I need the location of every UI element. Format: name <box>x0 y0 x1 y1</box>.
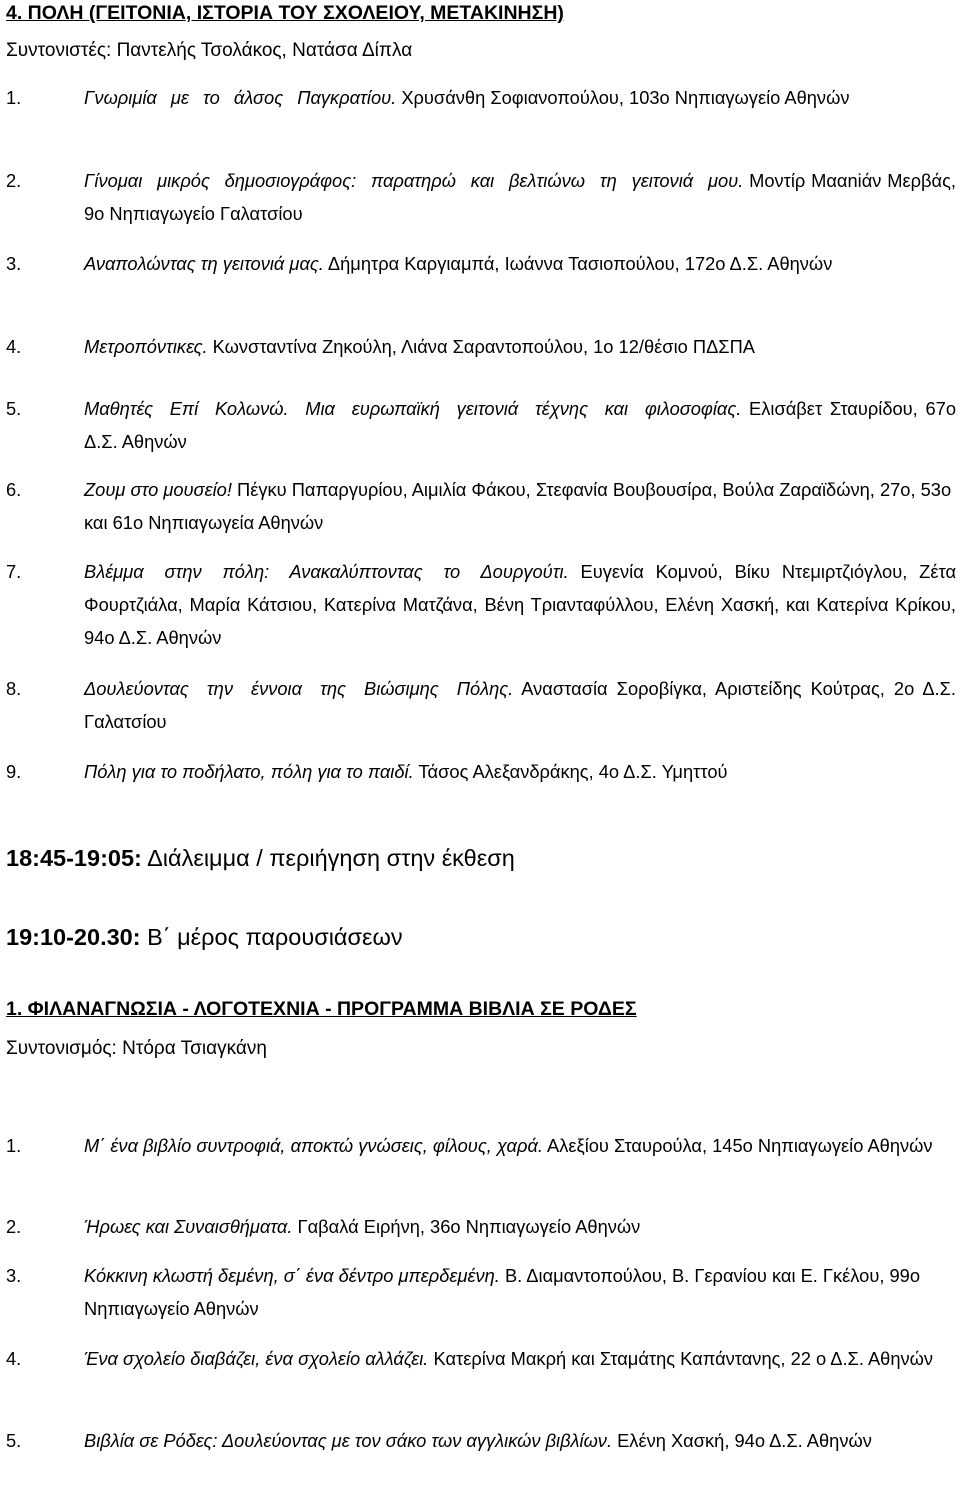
item-text <box>84 755 956 788</box>
item-title: Ήρωες και Συναισθήματα. <box>84 1216 293 1237</box>
list-item <box>6 555 956 654</box>
break-time-line <box>6 845 954 872</box>
coordinators-line: Συντονιστές: Παντελής Τσολάκος, Νατάσα Δίπλα <box>6 40 413 61</box>
item-text <box>84 247 956 280</box>
item-author: Κωνσταντίνα Ζηκούλη, Λιάνα Σαραντοπούλου, 1ο 12/θέσιο ΠΔΣΠΑ <box>207 336 755 357</box>
item-text <box>84 330 956 363</box>
item-title: Μ΄ ένα βιβλίο συντροφιά, αποκτώ γνώσεις, φίλους, χαρά. <box>84 1135 543 1156</box>
part2-time: 19:10-20.30: <box>6 924 141 950</box>
list-item <box>6 247 956 280</box>
list-item <box>6 330 956 363</box>
section-heading: 4. ΠΟΛΗ (ΓΕΙΤΟΝΙΑ, ΙΣΤΟΡΙΑ ΤΟΥ ΣΧΟΛΕΙΟΥ, ΜΕΤΑΚΙΝΗΣΗ) <box>6 2 564 24</box>
part2-label: Β΄ μέρος παρουσιάσεων <box>140 924 403 950</box>
list-item <box>6 1129 956 1162</box>
item-author: Αλεξίου Σταυρούλα, 145ο Νηπιαγωγείο Αθηνών <box>542 1135 933 1156</box>
coordination-line: Συντονισμός: Ντόρα Τσιαγκάνη <box>6 1038 267 1059</box>
item-title: Γνωριμία με το άλσος Παγκρατίου. <box>84 87 397 108</box>
item-number: 2. <box>6 1216 22 1237</box>
item-author: Αναστασία Σοροβίγκα, Αριστείδης Κούτρας, 2ο Δ.Σ. Γαλατσίου <box>84 678 956 732</box>
item-text <box>84 1342 956 1375</box>
item-author: Γαβαλά Ειρήνη, 36ο Νηπιαγωγείο Αθηνών <box>292 1216 641 1237</box>
item-number: 4. <box>6 336 22 357</box>
item-text <box>84 164 956 230</box>
item-author: Β. Διαμαντοπούλου, Β. Γερανίου και Ε. Γκέλου, 99ο Νηπιαγωγείο Αθηνών <box>84 1265 920 1319</box>
item-author: Πέγκυ Παπαργυρίου, Αιμιλία Φάκου, Στεφανία Βουβουσίρα, Βούλα Ζαραϊδώνη, 27ο, 53ο και 61ο Νηπιαγωγεία Αθηνών <box>84 479 952 533</box>
list-item <box>6 1342 956 1375</box>
item-title: Γίνομαι μικρός δημοσιογράφος: παρατηρώ και βελτιώνω τη γειτονιά μου. <box>84 170 744 191</box>
item-author: Ευγενία Κομνού, Βίκυ Ντεμιρτζιόγλου, Ζέτα Φουρτζιάλα, Μαρία Κάτσιου, Κατερίνα Ματζάνα, Βένη Τριανταφύλλου, Ελένη Χασκή, και Κατερίνα Κρίκου, 94ο Δ.Σ. Αθηνών <box>84 561 957 648</box>
item-title: Βλέμμα στην πόλη: Ανακαλύπτοντας το Δουργούτι. <box>84 561 569 582</box>
break-label: Διάλειμμα / περιήγηση στην έκθεση <box>141 845 515 871</box>
part2-time-line <box>6 924 954 951</box>
break-time: 18:45-19:05: <box>6 845 142 871</box>
item-author: Ελένη Χασκή, 94ο Δ.Σ. Αθηνών <box>612 1430 872 1451</box>
item-text <box>84 1424 956 1457</box>
item-text <box>84 555 956 654</box>
item-title: Μετροπόντικες. <box>84 336 208 357</box>
item-number: 1. <box>6 87 22 108</box>
item-title: Ένα σχολείο διαβάζει, ένα σχολείο αλλάζει. <box>84 1348 429 1369</box>
item-text <box>84 672 956 738</box>
item-author: Τάσος Αλεξανδράκης, 4ο Δ.Σ. Υμηττού <box>413 761 728 782</box>
item-title: Αναπολώντας τη γειτονιά μας. <box>84 253 324 274</box>
item-number: 5. <box>6 398 22 419</box>
item-title: Δουλεύοντας την έννοια της Βιώσιμης Πόλης. <box>84 678 514 699</box>
section-heading: 1. ΦΙΛΑΝΑΓΝΩΣΙΑ - ΛΟΓΟΤΕΧΝΙΑ - ΠΡΟΓΡΑΜΜΑ ΒΙΒΛΙΑ ΣΕ ΡΟΔΕΣ <box>6 998 637 1020</box>
item-number: 2. <box>6 170 22 191</box>
item-text <box>84 473 956 539</box>
item-author: Χρυσάνθη Σοφιανοπούλου, 103ο Νηπιαγωγείο Αθηνών <box>396 87 850 108</box>
item-number: 1. <box>6 1135 22 1156</box>
item-number: 9. <box>6 761 22 782</box>
item-text <box>84 81 956 114</box>
item-text <box>84 1210 956 1243</box>
list-item <box>6 1259 956 1325</box>
item-author: Κατερίνα Μακρή και Σταμάτης Καπάντανης, 22 ο Δ.Σ. Αθηνών <box>428 1348 934 1369</box>
list-item <box>6 755 956 788</box>
list-item <box>6 672 956 738</box>
list-item <box>6 164 956 230</box>
item-title: Κόκκινη κλωστή δεμένη, σ΄ ένα δέντρο μπερδεμένη. <box>84 1265 500 1286</box>
item-number: 4. <box>6 1348 22 1369</box>
item-text <box>84 1129 956 1162</box>
item-number: 5. <box>6 1430 22 1451</box>
item-title: Μαθητές Επί Κολωνώ. Μια ευρωπαϊκή γειτονιά τέχνης και φιλοσοφίας. <box>84 398 742 419</box>
item-author: Μοντίρ Μααniάν Μερβάς, 9ο Νηπιαγωγείο Γαλατσίου <box>84 170 956 224</box>
item-number: 6. <box>6 479 22 500</box>
list-item <box>6 1424 956 1457</box>
list-item <box>6 1210 956 1243</box>
item-number: 3. <box>6 1265 22 1286</box>
list-item <box>6 81 956 114</box>
list-item <box>6 473 956 539</box>
item-text <box>84 392 956 458</box>
item-title: Βιβλία σε Ρόδες: Δουλεύοντας με τον σάκο των αγγλικών βιβλίων. <box>84 1430 613 1451</box>
item-title: Ζουμ στο μουσείο! <box>84 479 232 500</box>
item-title: Πόλη για το ποδήλατο, πόλη για το παιδί. <box>84 761 414 782</box>
item-number: 3. <box>6 253 22 274</box>
item-number: 8. <box>6 678 22 699</box>
item-text <box>84 1259 956 1325</box>
item-author: Δήμητρα Καργιαμπά, Ιωάννα Τασιοπούλου, 172ο Δ.Σ. Αθηνών <box>323 253 833 274</box>
item-number: 7. <box>6 561 22 582</box>
list-item <box>6 392 956 458</box>
item-author: Ελισάβετ Σταυρίδου, 67ο Δ.Σ. Αθηνών <box>84 398 956 452</box>
